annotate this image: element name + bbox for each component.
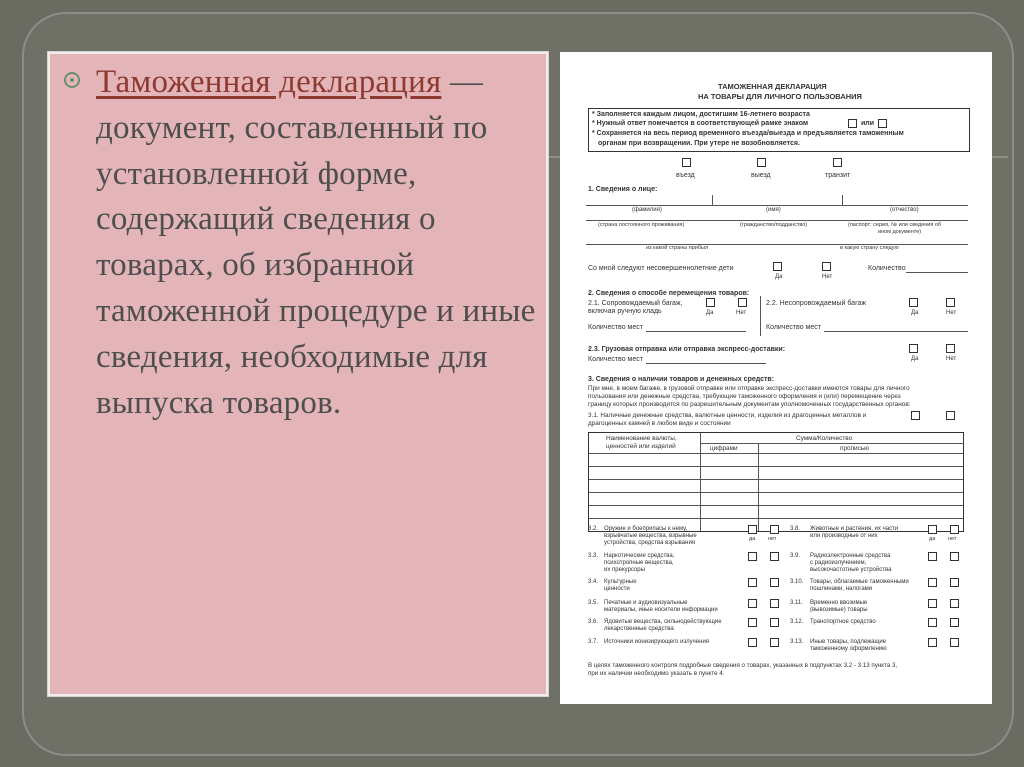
checkbox-exit[interactable] <box>757 158 766 167</box>
rule <box>589 466 963 467</box>
checkbox-s21-no[interactable] <box>738 298 747 307</box>
checkbox-3-6-no[interactable] <box>770 618 779 627</box>
text: пользования или денежные средства, требующие таможенного оформления и (или) перемещение через <box>588 393 901 400</box>
text: 3.5. <box>588 600 599 606</box>
checkbox-3-7-yes[interactable] <box>748 638 757 647</box>
form-title: ТАМОЖЕННАЯ ДЕКЛАРАЦИЯ <box>718 82 827 91</box>
text: нет <box>768 536 777 542</box>
rule <box>589 453 963 454</box>
text: Радиоэлектронные средства <box>810 553 891 559</box>
col-name-b: ценностей или изделий <box>606 443 676 450</box>
text: 3.4. <box>588 579 599 585</box>
text: (вывозимые) товары <box>810 607 868 613</box>
checkbox-s22-yes[interactable] <box>909 298 918 307</box>
col-name-a: Наименование валюты, <box>606 435 677 442</box>
minors-yes: Да <box>775 274 783 280</box>
note-4: органам при возвращении. При утере не возобновляется. <box>598 140 800 147</box>
section-2: 2. Сведения о способе перемещения товаров: <box>588 290 750 297</box>
checkbox-3-12-no[interactable] <box>950 618 959 627</box>
text: Да <box>911 310 919 316</box>
checkbox-3-8-no[interactable] <box>950 525 959 534</box>
name-caption: (имя) <box>766 207 781 213</box>
col-words: прописью <box>840 445 869 452</box>
text: Печатные и аудиовизуальные <box>604 600 688 606</box>
checkbox-3-9-no[interactable] <box>950 552 959 561</box>
text: 3.11. <box>790 600 803 606</box>
text: 3.9. <box>790 553 801 559</box>
text: Культурные <box>604 579 637 585</box>
checkbox-3-10-yes[interactable] <box>928 578 937 587</box>
rule <box>700 443 964 444</box>
rule <box>760 296 761 336</box>
s23-places: Количество мест <box>588 356 643 363</box>
rule <box>700 433 701 531</box>
col-digits: цифрами <box>710 445 738 452</box>
checkbox-s22-no[interactable] <box>946 298 955 307</box>
checkbox-s21-yes[interactable] <box>706 298 715 307</box>
text: Животные и растения, их части <box>810 526 899 532</box>
checkbox-3-11-yes[interactable] <box>928 599 937 608</box>
text: лекарственные средства <box>604 626 674 632</box>
note-2: * Нужный ответ помечается в соответствующей рамке знаком <box>592 120 809 127</box>
rule <box>589 479 963 480</box>
text: Оружие и боеприпасы к нему, <box>604 526 688 532</box>
note-1: * Заполняется каждым лицом, достигшим 16-летнего возраста <box>592 111 810 118</box>
text: 3.2. <box>588 526 599 532</box>
definition-text <box>96 60 536 426</box>
s22-label: 2.2. Несопровождаемый багаж <box>766 300 867 307</box>
checkbox-3-12-yes[interactable] <box>928 618 937 627</box>
rule <box>589 518 963 519</box>
term-link[interactable]: Таможенная декларация <box>96 64 442 100</box>
checkbox-3-13-no[interactable] <box>950 638 959 647</box>
checkbox-3-4-no[interactable] <box>770 578 779 587</box>
text: устройства, средства взрывания <box>604 540 696 546</box>
rule <box>586 244 968 245</box>
label-exit: выезд <box>751 172 771 179</box>
minors-no: Нет <box>822 274 833 280</box>
text: психотропные вещества, <box>604 560 674 566</box>
s21-places: Количество мест <box>588 324 643 331</box>
text: 3.6. <box>588 619 599 625</box>
s21-label-a: 2.1. Сопровождаемый багаж, <box>588 300 683 307</box>
col-amount: Сумма/Количество <box>796 435 853 442</box>
rule <box>842 195 843 206</box>
text: 3.8. <box>790 526 801 532</box>
text: Нет <box>946 356 957 362</box>
rule <box>712 195 713 206</box>
checkbox-transit[interactable] <box>833 158 842 167</box>
definition-body: — документ, составленный по установленной форме, содержащий сведения о товарах, об избранной таможенной процедуре и иные сведения, необходимые для выпуска товаров. <box>96 64 536 421</box>
text: пошлинами, налогами <box>810 586 873 592</box>
rule <box>589 492 963 493</box>
text: ценности <box>604 586 630 592</box>
text: да <box>929 536 936 542</box>
v-mark-box <box>878 119 887 128</box>
form-subtitle: НА ТОВАРЫ ДЛЯ ЛИЧНОГО ПОЛЬЗОВАНИЯ <box>698 92 862 101</box>
definition-panel <box>48 52 548 696</box>
s21-label-b: включая ручную кладь <box>588 308 662 315</box>
text: да <box>749 536 756 542</box>
s22-places: Количество мест <box>766 324 821 331</box>
checkbox-minors-no[interactable] <box>822 262 831 271</box>
checkbox-s31-no[interactable] <box>946 411 955 420</box>
text: взрывчатые вещества, взрывные <box>604 533 697 539</box>
section-3: 3. Сведения о наличии товаров и денежных средств: <box>588 376 775 383</box>
text: таможенному оформлению <box>810 646 887 652</box>
checkbox-entry[interactable] <box>682 158 691 167</box>
passport-caption-2: ином документе) <box>878 229 922 235</box>
rule <box>586 205 968 206</box>
text: 3.3. <box>588 553 599 559</box>
to-country-caption: в какую страну следую <box>840 245 899 251</box>
text: с радиоизлучением, <box>810 560 867 566</box>
section-1: 1. Сведения о лице: <box>588 186 658 193</box>
citizenship-caption: (гражданство/подданство) <box>740 222 808 228</box>
text: Наркотические средства, <box>604 553 675 559</box>
section-2-3: 2.3. Грузовая отправка или отправка экспресс-доставки: <box>588 346 786 353</box>
checkbox-3-4-yes[interactable] <box>748 578 757 587</box>
text: границу которых производится по разрешительным документам уполномоченных государственных органов: <box>588 401 911 408</box>
checkbox-3-7-no[interactable] <box>770 638 779 647</box>
checkbox-3-5-yes[interactable] <box>748 599 757 608</box>
checkbox-3-5-no[interactable] <box>770 599 779 608</box>
rule <box>586 220 968 221</box>
checkbox-s23-yes[interactable] <box>909 344 918 353</box>
checkbox-3-8-yes[interactable] <box>928 525 937 534</box>
checkbox-3-11-no[interactable] <box>950 599 959 608</box>
minors-count-label: Количество <box>868 265 906 272</box>
text: 3.7. <box>588 639 599 645</box>
text: Ядовитые вещества, сильнодействующие <box>604 619 722 625</box>
text: Временно ввозимые <box>810 600 868 606</box>
checkbox-3-10-no[interactable] <box>950 578 959 587</box>
checkbox-3-2-yes[interactable] <box>748 525 757 534</box>
checkbox-3-3-no[interactable] <box>770 552 779 561</box>
bullet-icon <box>64 72 80 88</box>
text: При мне, в моем багаже, в грузовой отправке или отправке экспресс-доставки имеются товары для личного <box>588 385 910 392</box>
checkbox-3-13-yes[interactable] <box>928 638 937 647</box>
checkbox-s23-no[interactable] <box>946 344 955 353</box>
x-mark-box <box>848 119 857 128</box>
country-caption: (страна постоянного проживания) <box>598 222 685 228</box>
rule <box>646 331 746 332</box>
rule <box>589 505 963 506</box>
footer-line-2: при их наличии необходимо указать в пункте 4. <box>588 670 725 677</box>
from-country-caption: из какой страны прибыл <box>646 245 709 251</box>
rule <box>906 272 968 273</box>
text: нет <box>948 536 957 542</box>
declaration-form-image <box>560 52 992 704</box>
surname-caption: (фамилия) <box>632 207 662 213</box>
text: Нет <box>736 310 747 316</box>
note-2b: или <box>861 120 875 127</box>
checkbox-minors-yes[interactable] <box>773 262 782 271</box>
checkbox-s31-yes[interactable] <box>911 411 920 420</box>
text: 3.12. <box>790 619 804 625</box>
patronymic-caption: (отчество) <box>890 207 919 213</box>
note-3: * Сохраняется на весь период временного въезда/выезда и предъявляется таможенным <box>592 130 904 137</box>
text: 3.1. Наличные денежные средства, валютные ценности, изделия из драгоценных металлов и <box>588 412 867 419</box>
text: Иные товары, подлежащие <box>810 639 887 645</box>
text: высокочастотные устройства <box>810 567 892 573</box>
checkbox-3-9-yes[interactable] <box>928 552 937 561</box>
checkbox-3-2-no[interactable] <box>770 525 779 534</box>
text: Источники ионизирующего излучения <box>604 639 710 645</box>
text: или производные от них <box>810 533 878 539</box>
text: Да <box>706 310 714 316</box>
passport-caption: (паспорт: серия, № или сведения об <box>848 222 942 228</box>
label-entry: въезд <box>676 172 695 179</box>
text: 3.10. <box>790 579 804 585</box>
minors-label: Со мной следуют несовершеннолетние дети <box>588 265 734 272</box>
text: 3.13. <box>790 639 804 645</box>
rule <box>824 331 968 332</box>
text: Нет <box>946 310 957 316</box>
text: материалы, иные носители информации <box>604 607 718 613</box>
checkbox-3-6-yes[interactable] <box>748 618 757 627</box>
label-transit: транзит <box>825 172 851 179</box>
checkbox-3-3-yes[interactable] <box>748 552 757 561</box>
footer-line-1: В целях таможенного контроля подробные сведения о товарах, указанных в подпунктах 3.2 - 3.13 пункта 3, <box>588 662 898 669</box>
text: Да <box>911 356 919 362</box>
text: Товары, облагаемые таможенными <box>810 579 909 585</box>
text: драгоценных камней в любом виде и состоянии <box>588 420 731 427</box>
text: Транспортное средство <box>810 619 876 625</box>
text: их прекурсоры <box>604 567 645 573</box>
rule <box>646 363 766 364</box>
